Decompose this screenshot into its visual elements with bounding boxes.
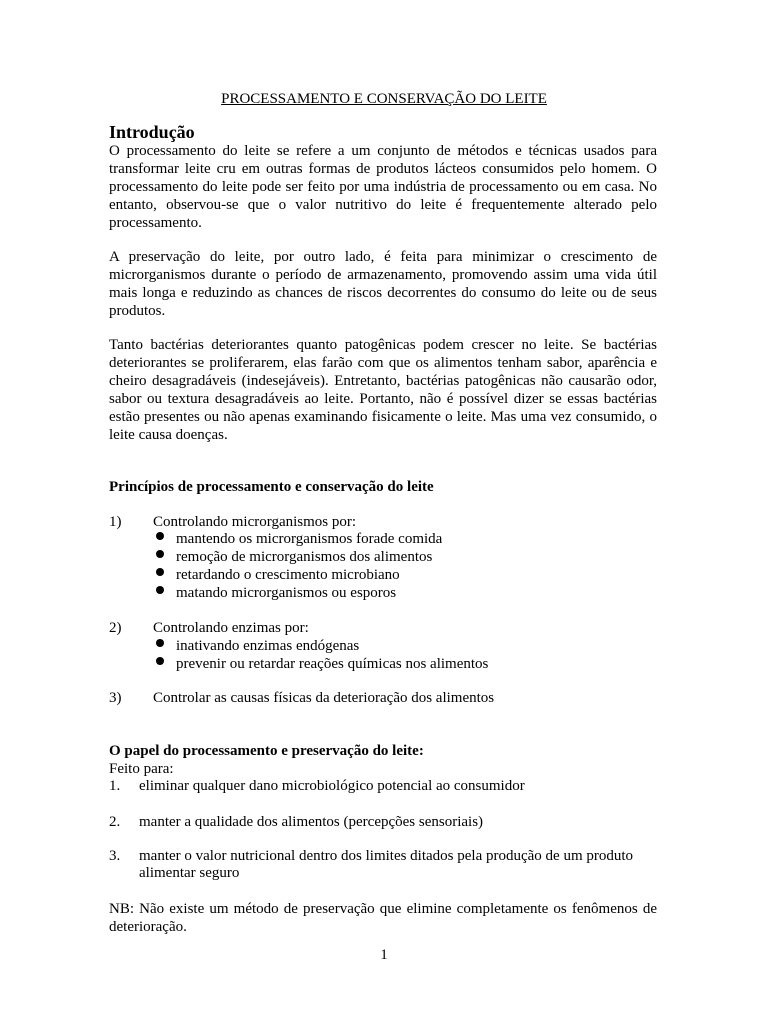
intro-heading: Introdução (109, 122, 195, 142)
principle-text: Controlando enzimas por: (153, 620, 309, 636)
bullet-item: matando microrganismos ou esporos (156, 584, 396, 602)
intro-paragraph-1: O processamento do leite se refere a um conjunto de métodos e técnicas usados para transformar leite cru em outras formas de produtos lácteos consumidos pelo homem. O processamento do leite pode ser feito por uma indústria de processamento ou em casa. No entanto, observou-se que o valor nutritivo do leite é frequentemente alterado pelo processamento. (109, 143, 657, 231)
role-item-number: 3. (109, 848, 121, 864)
principle-number: 2) (109, 620, 122, 636)
principle-number: 3) (109, 690, 122, 706)
principle-number: 1) (109, 514, 122, 530)
role-item-text-continued: alimentar seguro (139, 865, 240, 881)
bullet-icon (156, 657, 164, 665)
role-lead: Feito para: (109, 761, 174, 777)
role-item-text: manter o valor nutricional dentro dos limites ditados pela produção de um produto (139, 848, 634, 864)
bullet-icon (156, 639, 164, 647)
bullet-icon (156, 550, 164, 558)
principle-text: Controlar as causas físicas da deterioração dos alimentos (153, 690, 495, 706)
role-item-number: 2. (109, 814, 121, 830)
principle-text: Controlando microrganismos por: (153, 514, 357, 530)
bullet-item: retardando o crescimento microbiano (156, 566, 400, 584)
bullet-item: mantendo os microrganismos forade comida (156, 530, 442, 548)
bullet-icon (156, 532, 164, 540)
document-title: PROCESSAMENTO E CONSERVAÇÃO DO LEITE (221, 91, 547, 107)
bullet-item: remoção de microrganismos dos alimentos (156, 548, 432, 566)
intro-paragraph-2: A preservação do leite, por outro lado, é feita para minimizar o crescimento de microrganismos durante o período de armazenamento, promovendo assim uma vida útil mais longa e reduzindo as chances de riscos decorrentes do consumo do leite ou de seus produtos. (109, 249, 657, 319)
intro-paragraph-3: Tanto bactérias deteriorantes quanto patogênicas podem crescer no leite. Se bactérias deteriorantes se proliferarem, elas farão com que os alimentos tenham sabor, aparência e cheiro desagradáveis (indesejáveis). Entretanto, bactérias patogênicas não causarão odor, sabor ou textura desagradáveis ao leite. Portanto, não é possível dizer se essas bactérias estão presentes ou não apenas examinando fisicamente o leite. Mas uma vez consumido, o leite causa doenças. (109, 337, 657, 443)
role-heading: O papel do processamento e preservação do leite: (109, 743, 424, 759)
role-item-text: eliminar qualquer dano microbiológico potencial ao consumidor (139, 778, 525, 794)
bullet-icon (156, 586, 164, 594)
page-number: 1 (380, 947, 388, 963)
bullet-item: inativando enzimas endógenas (156, 637, 359, 655)
role-item-text: manter a qualidade dos alimentos (percepções sensoriais) (139, 814, 484, 830)
role-item-number: 1. (109, 778, 121, 794)
bullet-icon (156, 568, 164, 576)
bullet-item: prevenir ou retardar reações químicas nos alimentos (156, 655, 488, 673)
note-paragraph: NB: Não existe um método de preservação que elimine completamente os fenômenos de deterioração. (109, 901, 657, 935)
principles-heading: Princípios de processamento e conservação do leite (109, 479, 434, 495)
